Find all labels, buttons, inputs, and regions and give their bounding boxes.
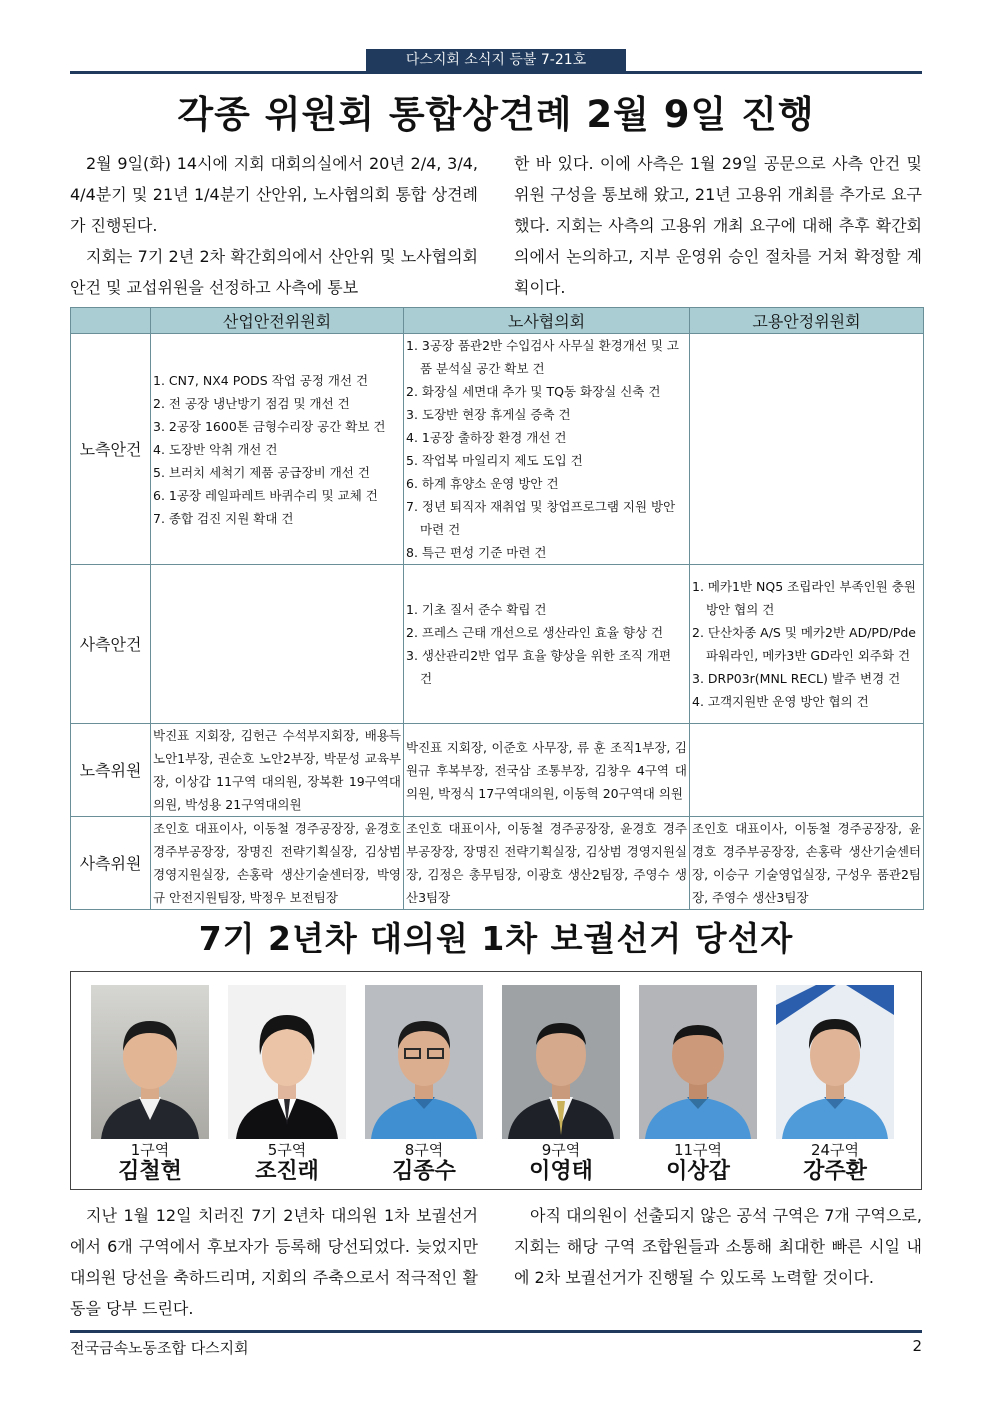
winner-name: 강주환 xyxy=(803,1159,867,1184)
agenda-item: 1. 기초 질서 준수 확립 건 xyxy=(406,602,547,617)
winner-region: 8구역 xyxy=(404,1141,444,1159)
winner-card xyxy=(639,985,757,1185)
winner-region: 24구역 xyxy=(810,1141,860,1159)
article1-title: 각종 위원회 통합상견례 2월 9일 진행 xyxy=(177,93,815,136)
table-header-council: 노사협의회 xyxy=(404,308,690,334)
winners-photo-panel xyxy=(70,971,922,1190)
article1-column-left xyxy=(70,148,478,303)
winner-card xyxy=(365,985,483,1185)
winner-name: 조진래 xyxy=(255,1159,319,1184)
cell-company-members-employment: 조인호 대표이사, 이동철 경주공장장, 윤경호 경주부공장장, 손홍락 생산기술센터장, 이승구 기술영업실장, 구성우 품관2팀장, 주영수 생산3팀장 xyxy=(690,817,924,910)
row-label: 노측위원 xyxy=(71,724,151,817)
table-row-labor-agenda xyxy=(71,334,924,565)
agenda-item: 1. 메카1반 NQ5 조립라인 부족인원 충원방안 협의 건 xyxy=(692,579,916,617)
agenda-item: 5. 브러치 세척기 제품 공급장비 개선 건 xyxy=(153,464,370,480)
winner-photo xyxy=(502,985,620,1139)
header-divider xyxy=(70,71,922,74)
agenda-item: 4. 고객지원반 운영 방안 협의 건 xyxy=(692,694,869,709)
agenda-item: 2. 단산차종 A/S 및 메카2반 AD/PD/Pde 파워라인, 메카3반 GD라인 외주화 건 xyxy=(692,625,916,663)
article1-paragraph-2-part2: 한 바 있다. 이에 사측은 1월 29일 공문으로 사측 안건 및 위원 구성을 통보해 왔고, 21년 고용위 개최를 추가로 요구했다. 지회는 사측의 고용위 개최 요구에 대해 추후 확간회의에서 논의하고, 지부 운영위 승인 절차를 거쳐 확정할 계획이다. xyxy=(514,154,922,297)
agenda-item: 1. CN7, NX4 PODS 작업 공정 개선 건 xyxy=(153,372,369,388)
article1-column-right xyxy=(514,148,922,303)
winner-name: 이상갑 xyxy=(666,1159,730,1184)
cell-labor-agenda-employment xyxy=(690,334,924,565)
page-number: 2 xyxy=(912,1337,922,1355)
winner-name: 김철현 xyxy=(118,1159,182,1184)
agenda-item: 2. 화장실 세면대 추가 및 TQ동 화장실 신축 건 xyxy=(406,384,661,399)
cell-company-members-safety: 조인호 대표이사, 이동철 경주공장장, 윤경호 경주부공장장, 장명진 전략기획실장, 김상범 경영지원실장, 손홍락 생산기술센터장, 박영규 안전지원팀장, 박정우 보전팀장 xyxy=(151,817,404,910)
table-header-employment: 고용안정위원회 xyxy=(690,308,924,334)
winner-card xyxy=(502,985,620,1185)
winner-region: 1구역 xyxy=(130,1141,170,1159)
agenda-item: 4. 도장반 악취 개선 건 xyxy=(153,441,278,457)
agenda-item: 2. 프레스 근태 개선으로 생산라인 효율 향상 건 xyxy=(406,625,664,640)
table-row-labor-members xyxy=(71,724,924,817)
winner-photo xyxy=(639,985,757,1139)
cell-company-members-council: 조인호 대표이사, 이동철 경주공장장, 윤경호 경주부공장장, 장명진 전략기획실장, 김상범 경영지원실장, 김정은 총무팀장, 이광호 생산2팀장, 주영수 생산3팀장 xyxy=(404,817,690,910)
winner-card xyxy=(776,985,894,1185)
winner-card xyxy=(91,985,209,1185)
article2-column-right xyxy=(514,1200,922,1293)
agenda-item: 3. 2공장 1600톤 금형수리장 공간 확보 건 xyxy=(153,418,386,434)
agenda-item: 2. 전 공장 냉난방기 점검 및 개선 건 xyxy=(153,395,350,411)
winner-name: 이영태 xyxy=(529,1159,593,1184)
agenda-item: 3. DRP03r(MNL RECL) 발주 변경 건 xyxy=(692,671,901,686)
table-row-company-members xyxy=(71,817,924,910)
committee-table xyxy=(70,307,924,910)
footer-divider xyxy=(70,1330,922,1333)
cell-labor-members-council: 박진표 지회장, 이준호 사무장, 류 훈 조직1부장, 김원규 후복부장, 전국삼 조통부장, 김창우 4구역 대의원, 박정식 17구역대의원, 이동혁 20구역대 의원 xyxy=(404,724,690,817)
issue-badge: 다스지회 소식지 등불 7-21호 xyxy=(366,49,626,71)
article1-paragraph-1: 2월 9일(화) 14시에 지회 대회의실에서 20년 2/4, 3/4, 4/4분기 및 21년 1/4분기 산안위, 노사협의회 통합 상견례가 진행된다. xyxy=(70,154,478,235)
cell-company-agenda-employment xyxy=(690,565,924,724)
winner-card xyxy=(228,985,346,1185)
winner-region: 9구역 xyxy=(541,1141,581,1159)
cell-labor-members-safety: 박진표 지회장, 김헌근 수석부지회장, 배용득 노안1부장, 권순호 노안2부장, 박문성 교육부장, 이상갑 11구역 대의원, 장복환 19구역대의원, 박성용 21구역대의원 xyxy=(151,724,404,817)
row-label: 노측안건 xyxy=(71,334,151,565)
row-label: 사측안건 xyxy=(71,565,151,724)
table-row-company-agenda xyxy=(71,565,924,724)
cell-labor-agenda-safety xyxy=(151,334,404,565)
winner-name: 김종수 xyxy=(392,1159,456,1184)
agenda-item: 3. 생산관리2반 업무 효율 향상을 위한 조직 개편 건 xyxy=(406,648,672,686)
article2-paragraph-1: 지난 1월 12일 치러진 7기 2년차 대의원 1차 보궐선거에서 6개 구역에서 후보자가 등록해 당선되었다. 늦었지만 대의원 당선을 축하드리며, 지회의 주축으로서 적극적인 활동을 당부 드린다. xyxy=(70,1206,478,1318)
table-header-corner xyxy=(71,308,151,334)
winner-region: 5구역 xyxy=(267,1141,307,1159)
cell-company-agenda-council xyxy=(404,565,690,724)
article2-title: 7기 2년차 대의원 1차 보궐선거 당선자 xyxy=(198,919,794,958)
cell-labor-agenda-council xyxy=(404,334,690,565)
article1-paragraph-2-part1: 지회는 7기 2년 2차 확간회의에서 산안위 및 노사협의회 안건 및 교섭위원을 선정하고 사측에 통보 xyxy=(70,247,478,297)
winner-photo xyxy=(365,985,483,1139)
row-label: 사측위원 xyxy=(71,817,151,910)
agenda-item: 1. 3공장 품관2반 수입검사 사무실 환경개선 및 고품 분석실 공간 확보 건 xyxy=(406,338,679,376)
agenda-item: 4. 1공장 출하장 환경 개선 건 xyxy=(406,430,567,445)
winner-region: 11구역 xyxy=(673,1141,723,1159)
agenda-item: 6. 1공장 레일파레트 바퀴수리 및 교체 건 xyxy=(153,487,378,503)
article2-column-left xyxy=(70,1200,478,1324)
agenda-item: 7. 정년 퇴직자 재취업 및 창업프로그램 지원 방안 마련 건 xyxy=(406,499,676,537)
agenda-item: 5. 작업복 마일리지 제도 도입 건 xyxy=(406,453,583,468)
cell-company-agenda-safety xyxy=(151,565,404,724)
article2-paragraph-2: 아직 대의원이 선출되지 않은 공석 구역은 7개 구역으로, 지회는 해당 구역 조합원들과 소통해 최대한 빠른 시일 내에 2차 보궐선거가 진행될 수 있도록 노력할 것이다. xyxy=(514,1206,922,1287)
agenda-item: 7. 종합 검진 지원 확대 건 xyxy=(153,510,294,526)
agenda-item: 8. 특근 편성 기준 마련 건 xyxy=(406,545,547,560)
cell-labor-members-employment xyxy=(690,724,924,817)
winner-photo xyxy=(228,985,346,1139)
agenda-item: 6. 하계 휴양소 운영 방안 건 xyxy=(406,476,559,491)
footer-org: 전국금속노동조합 다스지회 xyxy=(70,1339,249,1357)
winner-photo xyxy=(776,985,894,1139)
winner-photo xyxy=(91,985,209,1139)
table-header-safety: 산업안전위원회 xyxy=(151,308,404,334)
agenda-item: 3. 도장반 현장 휴게실 증축 건 xyxy=(406,407,571,422)
